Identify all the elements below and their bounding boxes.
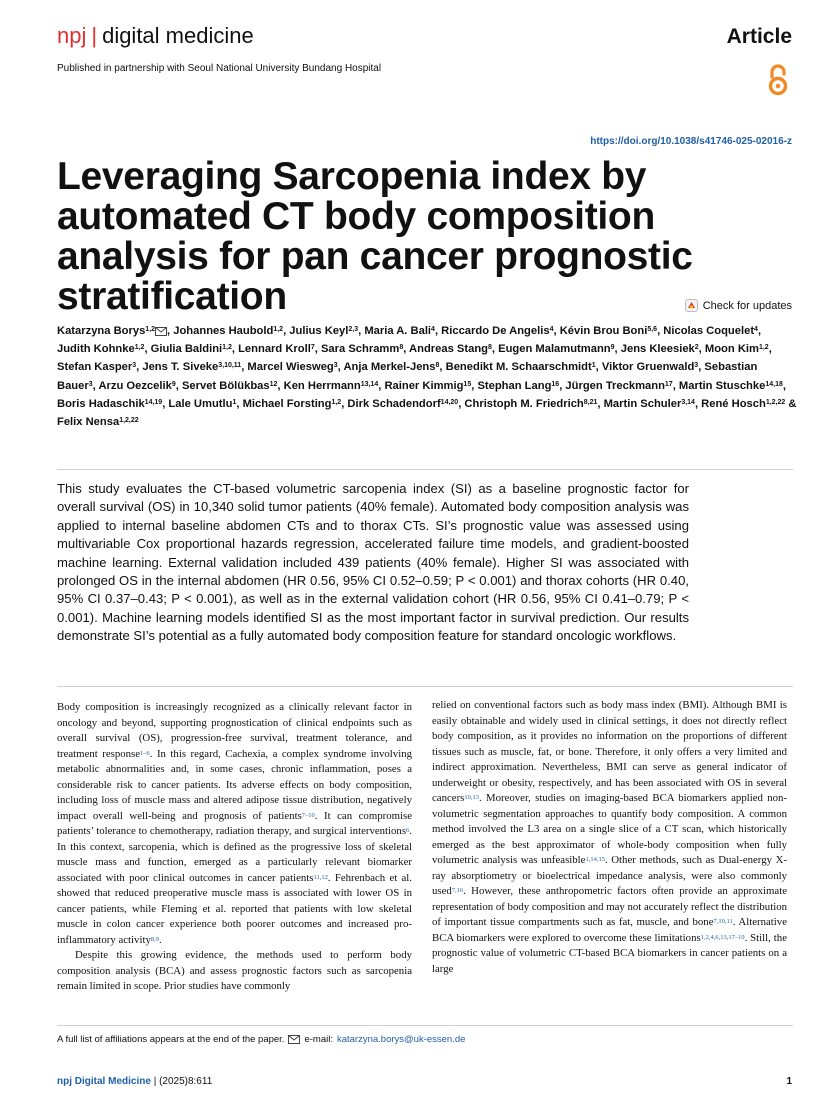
author-affiliation: 2,3 [348,326,359,333]
author-affiliation: 8 [435,362,440,370]
author-name-text: Jens T. Siveke [142,361,219,374]
author-name-text: Ken Herrmann [283,379,361,392]
body-paragraph-2: Despite this growing evidence, the methods used to perform body composition analysis (BCA) and assess prognostic factors such as sarcopenia remain limited in scope. Prior studies have commonly [57,949,412,992]
author-name-text: Eugen Malamutmann [498,343,611,356]
author-name[interactable] [247,361,337,373]
author-name[interactable] [57,325,167,337]
author-name-text: Jürgen Treckmann [565,379,665,392]
author-name-text: Andreas Stang [409,343,488,356]
author-affiliation: 1 [232,398,237,406]
author-affiliation: 5,6 [647,326,658,333]
author-name[interactable] [57,416,139,428]
abstract-bottom-rule [57,686,793,687]
page-footer [57,1076,212,1087]
author-name-text: Michael Forsting [242,397,332,410]
author-name-text: Anja Merkel-Jens [343,361,436,374]
author-name[interactable] [347,398,458,410]
author-name-text: Marcel Wiesweg [247,361,334,374]
journal-name: digital medicine [102,23,254,48]
author-affiliation: 14,19 [144,398,163,406]
author-affiliation: 4 [431,326,435,333]
citation-ref[interactable]: 7,16 [451,887,464,894]
author-name[interactable] [289,325,358,337]
citation-ref[interactable]: 8,9 [150,935,159,943]
author-affiliation: 12 [269,380,278,388]
author-name-text: Christoph M. Friedrich [464,397,584,410]
author-affiliation: 8,21 [583,398,598,406]
journal-prefix: npj [57,23,87,48]
affiliations-note: A full list of affiliations appears at the end of the paper. [57,1034,285,1045]
author-affiliation: 3 [333,362,338,370]
author-name-text: Stefan Kasper [57,361,133,374]
page-number: 1 [786,1076,792,1087]
author-name-text: Kévin Brou Boni [559,325,648,337]
journal-separator: | [91,23,98,48]
corresponding-author-email-icon[interactable] [155,327,167,336]
author-affiliation: 13,14 [360,380,379,388]
check-updates-label: Check for updates [702,299,792,312]
author-name-text: Judith Kohnke [57,343,135,356]
body-paragraph-3: relied on conventional factors such as body mass index (BMI). Although BMI is easily obtainable and widely used in clinical settings, it does not directly reflect body composition, as it provides no information on the proportions of different tissues such as muscle, fat, or bone. Therefore, it only offers a very limited and indirect approximation. Nevertheless, BMI can serve as general indicator of underweight or obesity, respectively, and has been associated with OS in several cancers$^{10,13}$. Moreover, studies on imaging-based BCA biomarkers applied non-volumetric segmentation approaches to quantify body composition. A common method involved the L3 area on a single slice of a CT scan, which historically emerged as the best approximator of whole-body composition when fully volumetric analysis was unfeasible$^{1,14,15}$. Other methods, such as Dual-energy X-ray absorptiometry or bioelectrical impedance analysis, were also commonly used$^{7,16}$. However, these anthropometric factors often provide an approximate representation of body composition and may not accurately reflect the distribution of important tissue compartments such as fat, muscle, and bone$^{7,10,11}$. Alternative BCA biomarkers were explored to overcome these limitations$^{1,2,4,6,13,17-19}$. Still, the prognostic value of volumetric CT-based BCA biomarkers in cancer patients on a large [432,699,787,975]
author-name-text: Arzu Oezcelik [98,379,172,392]
author-name-text: Moon Kim [704,343,759,356]
author-list: Katarzyna Borys$^{1,2}$ , Johannes Haubold$^{1,2}$, Julius Keyl$^{2,3}$, Maria A. Bali$^4$, Riccardo De Angelis$^4$, Kévin Brou Boni$^{5,6}$, Nicolas Coquelet$^4$, Judith Kohnke$^{1,2}$, Giulia Baldini$^{1,2}$, Lennard Kroll$^7$, Sara Schramm$^8$, Andreas Stang$^8$, Eugen Malamutmann$^9$, Jens Kleesiek$^2$, Moon Kim$^{1,2}$, Stefan Kasper$^3$, Jens T. Siveke$^{3,10,11}$, Marcel Wiesweg$^3$, Anja Merkel-Jens$^8$, Benedikt M. Schaarschmidt$^1$, Viktor Gruenwald$^3$, Sebastian Bauer$^3$, Arzu Oezcelik$^9$, Servet Bölükbas$^{12}$, Ken Herrmann$^{13,14}$, Rainer Kimmig$^{15}$, Stephan Lang$^{16}$, Jürgen Treckmann$^{17}$, Martin Stuschke$^{14,18}$, Boris Hadaschik$^{14,19}$, Lale Umutlu$^1$, Michael Forsting$^{1,2}$, Dirk Schadendorf$^{14,20}$, Christoph M. Friedrich$^{8,21}$, Martin Schuler$^{3,14}$, René Hosch$^{1,2,22}$ & Felix Nensa$^{1,2,22}$ [57,325,797,429]
author-name[interactable] [679,380,783,392]
author-name-text: Giulia Baldini [150,343,223,356]
author-name[interactable] [168,398,236,410]
author-name-text: Martin Stuschke [678,379,766,392]
author-affiliation: 1 [591,362,596,370]
author-name-text: Lale Umutlu [168,397,233,410]
author-name[interactable] [98,380,175,392]
author-name-text: Julius Keyl [289,325,349,337]
author-affiliation: 9 [171,380,176,388]
author-name-text: Maria A. Bali [364,325,432,337]
author-affiliation: 2 [694,344,699,352]
author-name[interactable] [57,361,136,373]
author-affiliation: 1,2 [758,344,769,352]
author-name[interactable] [621,343,699,355]
author-name-text: Servet Bölükbas [181,379,270,392]
author-affiliation: 1,2 [273,326,284,333]
abstract-top-rule [57,469,793,470]
partnership-note: Published in partnership with Seoul National University Bundang Hospital [57,63,382,74]
author-name[interactable] [57,343,144,355]
author-affiliation: 15 [463,380,472,388]
author-name[interactable] [238,343,315,355]
author-name[interactable] [343,361,439,373]
journal-logo[interactable] [57,23,254,49]
citation-ref[interactable]: 10,13 [464,794,479,801]
author-name-text: Boris Hadaschik [57,397,145,410]
author-name[interactable] [604,398,695,410]
author-name[interactable] [565,380,672,392]
author-name[interactable] [173,325,283,337]
author-name[interactable] [602,361,698,373]
author-name[interactable] [284,380,379,392]
footer-citation: | (2025)8:611 [153,1076,213,1087]
author-name-text: Sebastian Bauer [57,361,758,392]
author-name[interactable] [441,325,553,337]
author-name[interactable] [477,380,559,392]
footnote-rule [57,1025,793,1026]
open-access-icon[interactable] [767,63,789,97]
citation-ref[interactable]: 7–10 [301,811,315,819]
check-for-updates-button[interactable] [685,299,792,312]
author-affiliation: 3 [694,362,699,370]
author-name-text: Jens Kleesiek [620,343,695,356]
author-affiliation: 14,18 [765,380,783,388]
citation-ref[interactable]: 7,10,11 [713,918,733,925]
author-name[interactable] [705,343,769,355]
author-affiliation: 7 [310,344,315,352]
author-affiliation: 4 [754,326,758,333]
email-label: e-mail: [304,1034,333,1045]
author-affiliation: 16 [551,380,560,388]
author-affiliation: 1,2,22 [119,417,139,425]
article-type-label: Article [726,25,792,48]
citation-ref[interactable]: 6 [406,827,410,834]
footnote [57,1034,465,1045]
author-name[interactable] [498,343,614,355]
author-name[interactable] [464,398,597,410]
author-name-text: Viktor Gruenwald [601,361,695,374]
author-name-text: Johannes Haubold [173,325,274,337]
author-name-text: Stephan Lang [477,379,552,392]
author-name-text: Martin Schuler [603,397,682,410]
author-name[interactable] [446,361,596,373]
author-affiliation: 4 [549,326,554,333]
author-affiliation: 1,2 [145,326,156,333]
author-name[interactable] [57,398,162,410]
author-affiliation: 8 [487,344,492,352]
author-name-text: Rainer Kimmig [384,379,464,392]
author-name-text: Katarzyna Borys [57,325,146,337]
body-column-right [432,698,787,977]
author-affiliation: 3,10,11 [218,362,242,370]
author-name[interactable] [560,325,657,337]
author-name[interactable] [243,398,342,410]
author-name-text: Benedikt M. Schaarschmidt [445,361,592,374]
citation-ref[interactable]: 1,14,15 [585,856,605,863]
footer-journal-link[interactable]: npj Digital Medicine [57,1076,151,1087]
body-paragraph-1: Body composition is increasingly recognized as a clinically relevant factor in oncology and beyond, supporting prognostication of clinical endpoints such as overall survival (OS), progression-free survival, treatment tolerance, and treatment response$^{1-6}$. In this regard, Cachexia, a complex syndrome involving metabolic abnormalities and, in some cases, chronic inflammation, poses a considerable risk to cancer patients. Its adverse effects on body composition, including loss of muscle mass and altered adipose tissue distribution, negatively impact overall well-being and prognosis of patients$^{7-10}$. It can compromise patients’ tolerance to chemotherapy, radiation therapy, and surgical interventions$^6$. In this context, sarcopenia, which is defined as the progressive loss of skeletal muscle mass and function, emerged as a particularly relevant biomarker associated with poor clinical outcomes in cancer patients$^{11,12}$. Fehrenbach et al. showed that reduced preoperative muscle mass is associated with lower OS in cancer patients, while Fleming et al. reported that patients with low skeletal muscle in colon cancer experience both poorer outcomes and increased pro-inflammatory activity$^{8,9}$. [57,701,413,946]
author-name-text: Riccardo De Angelis [441,325,550,337]
author-affiliation: 14,20 [440,398,459,406]
author-name[interactable] [384,380,471,392]
author-name-text: Felix Nensa [57,416,120,429]
author-name[interactable] [701,398,785,410]
corresponding-email-link[interactable]: katarzyna.borys@uk-essen.de [336,1034,466,1045]
author-name-text: René Hosch [701,397,766,410]
body-column-left [57,700,412,995]
doi-link[interactable]: https://doi.org/10.1038/s41746-025-02016-z [590,136,792,147]
author-affiliation: 9 [610,344,615,352]
article-title: Leveraging Sarcopenia index by automated CT body composition analysis for pan cancer prognostic stratification [57,155,693,318]
author-name[interactable] [182,380,277,392]
citation-ref[interactable]: 1,2,4,6,13,17–19 [700,933,745,941]
check-updates-icon [685,299,698,312]
author-name-text: Lennard Kroll [238,343,311,356]
citation-ref[interactable]: 1–6 [140,749,150,757]
author-name[interactable] [409,343,492,355]
author-affiliation: 3 [132,362,137,370]
author-affiliation: 3,14 [681,398,695,406]
email-icon [288,1035,300,1044]
author-name[interactable] [142,361,241,373]
author-name-text: Dirk Schadendorf [347,397,441,410]
author-name[interactable] [321,343,403,355]
author-name[interactable] [151,343,232,355]
author-name[interactable] [364,325,435,337]
author-affiliation: 1,2,22 [765,398,786,406]
author-name-text: Sara Schramm [320,343,400,356]
author-affiliation: 1,2 [222,344,232,352]
author-affiliation: 1,2 [134,344,145,352]
abstract: This study evaluates the CT-based volumetric sarcopenia index (SI) as a baseline prognostic factor for overall survival (OS) in 10,340 solid tumor patients (40% female). Automated body composition analysis was applied to internal baseline abdomen CTs and to thorax CTs. SI’s prognostic value was assessed using multivariable Cox proportional hazards regression, accelerated failure time models, and gradient-boosted machine learning. External validation included 439 patients (40% female). Higher SI was associated with prolonged OS in the internal abdomen (HR 0.56, 95% CI 0.52–0.59; P < 0.001) and thorax cohorts (HR 0.40, 95% CI 0.37–0.43; P < 0.001), as well as in the external validation cohort (HR 0.56, 95% CI 0.41–0.79; P < 0.001). Machine learning models identified SI as the most important factor in survival prediction. Our results demonstrate SI’s potential as a fully automated body composition feature for standard oncologic workflows. [57,481,689,644]
author-name[interactable] [663,325,758,337]
author-affiliation: 3 [88,380,93,388]
author-name-text: Nicolas Coquelet [663,325,755,337]
author-affiliation: 8 [399,344,404,352]
citation-ref[interactable]: 11,12 [313,873,328,881]
author-affiliation: 1,2 [331,398,342,406]
author-affiliation: 17 [664,380,673,388]
